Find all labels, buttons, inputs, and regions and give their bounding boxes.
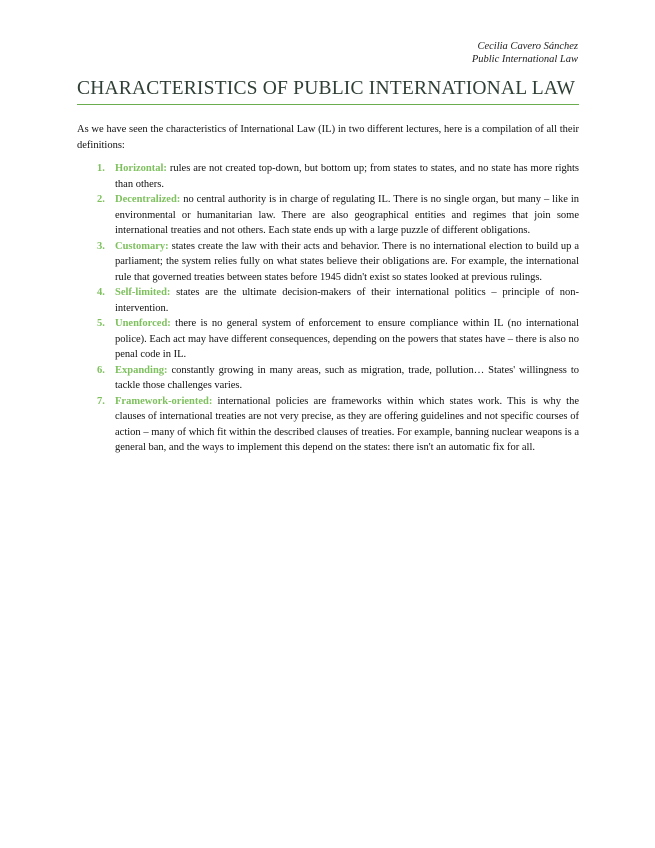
item-number: 6.	[97, 364, 105, 376]
item-number: 4.	[97, 287, 105, 298]
list-item	[77, 192, 579, 239]
item-term: Expanding:	[115, 364, 168, 376]
list-item	[77, 394, 579, 456]
item-number: 5.	[97, 318, 105, 329]
item-number: 1.	[97, 163, 105, 174]
characteristics-list	[77, 161, 579, 456]
item-text: international policies are frameworks within which states work. This is why the clauses of international treaties are not very precise, as they are offering guidelines and not specific courses of action – many of which fit within the described clauses of treaties. For example, banning nuclear weapons is a general ban, and the ways to implement this depend on the states: there isn't an automatic fix for all.	[115, 395, 579, 453]
item-term: Framework-oriented:	[115, 395, 213, 407]
item-text: rules are not created top-down, but bottom up; from states to states, and no state has more rights than others.	[115, 163, 579, 190]
item-term: Unenforced:	[115, 318, 171, 329]
list-item	[77, 239, 579, 286]
page-header	[472, 40, 578, 66]
intro-paragraph: As we have seen the characteristics of International Law (IL) in two different lectures, here is a compilation of all their definitions:	[77, 124, 579, 151]
page-title: CHARACTERISTICS OF PUBLIC INTERNATIONAL LAW	[77, 78, 579, 105]
course-name: Public International Law	[471, 54, 578, 65]
item-term: Customary:	[115, 240, 169, 252]
author-name: Cecilia Cavero Sánchez	[477, 41, 578, 52]
item-text: no central authority is in charge of regulating IL. There is no single organ, but many – like in environmental or humanitarian law. There are also geographical entities and regimes that join some international treaties and not others. Each state ends up with a large puzzle of different obligations.	[115, 194, 579, 236]
item-text: states are the ultimate decision-makers of their international politics – principle of non-intervention.	[115, 287, 579, 314]
list-item	[77, 285, 579, 316]
item-text: there is no general system of enforcement to ensure compliance within IL (no international police). Each act may have different consequences, depending on the powers that states have – there is also no penal code in IL.	[115, 318, 579, 360]
item-number: 7.	[97, 395, 105, 407]
item-number: 3.	[97, 240, 105, 252]
item-text: states create the law with their acts and behavior. There is no international election to build up a parliament; the system relies fully on what states believe their obligations are. For example, the international rule that governed treaties between states before 1945 didn't exist so states looked at previous rulings.	[115, 240, 579, 283]
item-text: constantly growing in many areas, such as migration, trade, pollution… States' willingness to tackle those challenges varies.	[115, 364, 579, 391]
item-term: Self-limited:	[115, 287, 171, 298]
list-item	[77, 161, 579, 192]
item-term: Decentralized:	[115, 194, 181, 205]
item-term: Horizontal:	[115, 163, 167, 174]
list-item	[77, 316, 579, 363]
item-number: 2.	[97, 194, 105, 205]
list-item	[77, 363, 579, 394]
